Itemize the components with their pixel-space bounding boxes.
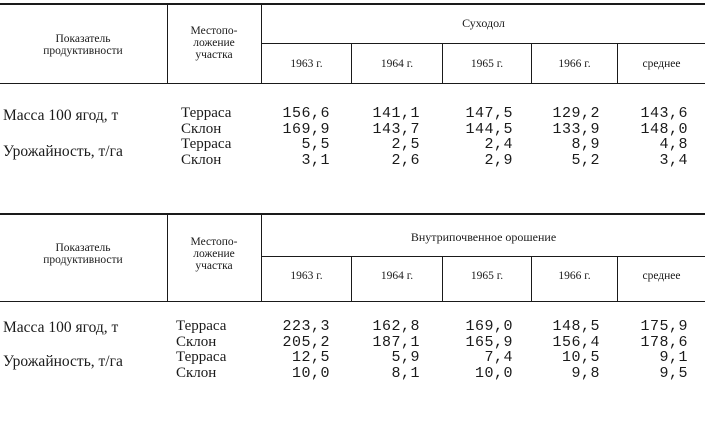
value-cell: 141,1 [372,105,420,122]
location-cell: Склон [181,120,222,137]
divider [0,301,705,302]
caption: Суходол [462,16,505,30]
row-label: Масса 100 ягод, т [3,319,119,336]
header-line: продуктивности [43,45,123,57]
values-1966 [532,319,600,381]
value-cell: 8,1 [391,364,420,382]
value-cell: 156,4 [552,333,600,351]
year-header: 1964 г. [380,58,414,70]
values-1965 [443,106,513,168]
header-line: участка [195,260,233,272]
divider [262,256,705,257]
value-cell: 12,5 [291,349,330,366]
header-line: Местопо- [190,25,238,37]
caption: Внутрипочвенное орошение [410,230,557,244]
value-cell: 2,5 [391,136,420,153]
header-line: продуктивности [43,254,123,266]
value-cell: 3,1 [301,151,330,169]
year-header: 1966 г. [558,270,591,282]
header-line: ложение [193,37,235,49]
header-line: Показатель [55,33,111,45]
location-cell: Терраса [176,318,227,334]
value-cell: 2,9 [484,151,513,169]
header-line: ложение [193,248,235,260]
top-rule [0,3,705,5]
value-cell: 178,6 [640,333,688,351]
values-1963 [262,319,330,381]
value-cell: 8,9 [571,136,600,153]
value-cell: 165,9 [465,333,513,351]
value-cell: 143,7 [372,120,420,138]
value-cell: 148,0 [640,120,688,138]
value-cell: 2,6 [391,151,420,169]
value-cell: 3,4 [659,151,688,169]
year-header: 1966 г. [558,58,591,70]
value-cell: 2,4 [484,136,513,153]
location-cell: Терраса [181,105,232,121]
value-cell: 175,9 [640,318,688,335]
location-cell: Терраса [176,349,227,365]
top-rule [0,213,705,215]
values-1964 [352,319,420,381]
values-1965 [443,319,513,381]
value-cell: 7,4 [484,349,513,366]
year-header: 1964 г. [380,270,414,282]
values-average [618,319,688,381]
header-line: участка [195,49,233,61]
table-irrigation [0,210,705,423]
divider [261,215,262,301]
location-column [181,106,231,168]
value-cell: 9,5 [659,364,688,382]
value-cell: 187,1 [372,333,420,351]
divider [167,215,168,301]
value-cell: 9,1 [659,349,688,366]
location-column [176,319,226,381]
value-cell: 144,5 [465,120,513,138]
year-header: 1965 г. [470,58,504,70]
value-cell: 5,9 [391,349,420,366]
values-1964 [352,106,420,168]
value-cell: 147,5 [465,105,513,122]
header-location [172,236,256,272]
location-cell: Склон [176,364,217,381]
value-cell: 5,5 [301,136,330,153]
value-cell: 10,0 [291,364,330,382]
year-header: 1963 г. [290,58,323,70]
location-cell: Склон [181,151,222,168]
value-cell: 4,8 [659,136,688,153]
value-cell: 10,5 [561,349,600,366]
value-cell: 156,6 [282,105,330,122]
row-label: Урожайность, т/га [3,353,123,370]
values-1963 [262,106,330,168]
year-header: среднее [642,270,681,282]
location-cell: Терраса [181,136,232,152]
value-cell: 133,9 [552,120,600,138]
value-cell: 223,3 [282,318,330,335]
value-cell: 169,0 [465,318,513,335]
year-header: среднее [642,58,681,70]
year-header: 1965 г. [470,270,504,282]
divider [0,83,705,84]
header-line: Местопо- [190,236,238,248]
value-cell: 10,0 [474,364,513,382]
header-indicator [8,242,158,266]
header-indicator [8,33,158,57]
location-cell: Склон [176,333,217,350]
divider [167,5,168,83]
table-sukhodol [0,0,705,200]
row-label: Урожайность, т/га [3,143,123,160]
values-1966 [532,106,600,168]
value-cell: 143,6 [640,105,688,122]
header-line: Показатель [55,242,111,254]
value-cell: 205,2 [282,333,330,351]
row-label: Масса 100 ягод, т [3,107,119,124]
value-cell: 5,2 [571,151,600,169]
value-cell: 169,9 [282,120,330,138]
value-cell: 129,2 [552,105,600,122]
divider [262,43,705,44]
value-cell: 162,8 [372,318,420,335]
value-cell: 148,5 [552,318,600,335]
header-location [172,25,256,61]
values-average [618,106,688,168]
value-cell: 9,8 [571,364,600,382]
year-header: 1963 г. [290,270,323,282]
